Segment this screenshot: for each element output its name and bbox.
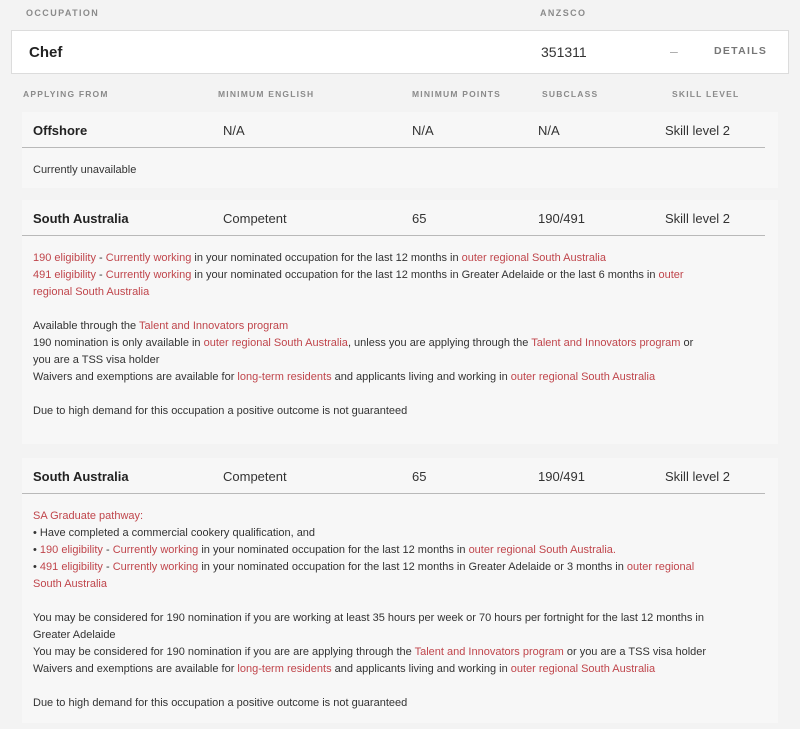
link-outer-regional[interactable]: outer regional xyxy=(626,561,695,573)
link-long-term-residents[interactable]: long-term residents xyxy=(237,663,332,675)
col-subclass: SUBCLASS xyxy=(542,89,599,99)
link-regional-sa[interactable]: regional South Australia xyxy=(33,286,150,298)
eligibility-text: 190 eligibility - Currently working in your nominated occupation for the last 12 months in outer regional South Australia 491 eligibility - Currently working in your nominated occupation for the last 12 months in Greater Adelaide or the last 6 months in outer regional South Australia xyxy=(33,252,684,298)
link-outer-regional-sa[interactable]: outer regional South Australia xyxy=(203,337,348,349)
col-minimum-points: MINIMUM POINTS xyxy=(412,89,502,99)
occupation-card[interactable] xyxy=(11,30,789,74)
link-talent-innovators[interactable]: Talent and Innovators program xyxy=(414,646,564,658)
applying-from: South Australia xyxy=(33,211,129,226)
minimum-points: N/A xyxy=(412,123,434,138)
graduate-pathway-text: SA Graduate pathway: • Have completed a commercial cookery qualification, and • 190 eligibility - Currently working in your nominated occupation for the last 12 months in outer regional South Australia. • 491 eligibility - Currently working in your nominated occupation for the last 12 months in Greater Adelaide or 3 months in outer regional South Australia xyxy=(33,510,695,590)
link-sa-graduate-pathway[interactable]: SA Graduate pathway: xyxy=(33,510,144,522)
applying-from: Offshore xyxy=(33,123,88,138)
demand-text: Due to high demand for this occupation a positive outcome is not guaranteed xyxy=(33,405,408,417)
col-skill-level: SKILL LEVEL xyxy=(672,89,740,99)
link-long-term-residents[interactable]: long-term residents xyxy=(237,371,332,383)
applying-from: South Australia xyxy=(33,469,129,484)
col-minimum-english: MINIMUM ENGLISH xyxy=(218,89,315,99)
consideration-text: You may be considered for 190 nomination if you are working at least 35 hours per week or 70 hours per fortnight for the last 12 months in Greater Adelaide You may be considered for 190 nomination if you are are applying through the Talent and Innovators program or you are a TSS visa holder Waivers and exemptions are available for long-term residents and applicants living and working in outer regional South Australia xyxy=(33,612,707,675)
link-190-eligibility[interactable]: 190 eligibility xyxy=(39,544,103,556)
link-talent-innovators[interactable]: Talent and Innovators program xyxy=(139,320,289,332)
link-outer-regional-sa[interactable]: outer regional South Australia xyxy=(461,252,606,264)
skill-level: Skill level 2 xyxy=(665,469,731,484)
status-text: Currently unavailable xyxy=(33,164,137,176)
subclass: N/A xyxy=(538,123,560,138)
table-row xyxy=(22,200,765,236)
anzsco-header: ANZSCO xyxy=(540,8,587,18)
minimum-points: 65 xyxy=(412,469,427,484)
minimum-english: Competent xyxy=(223,211,287,226)
subclass: 190/491 xyxy=(538,469,585,484)
anzsco-code: 351311 xyxy=(541,44,587,60)
minimum-english: N/A xyxy=(223,123,245,138)
link-outer-regional-sa[interactable]: outer regional South Australia xyxy=(468,544,613,556)
link-currently-working[interactable]: Currently working xyxy=(112,561,199,573)
sa-block-2 xyxy=(22,458,778,723)
link-south-australia[interactable]: South Australia xyxy=(33,578,107,590)
skill-level: Skill level 2 xyxy=(665,211,731,226)
link-currently-working[interactable]: Currently working xyxy=(105,252,192,264)
link-190-eligibility[interactable]: 190 eligibility xyxy=(33,252,96,264)
occupation-header: OCCUPATION xyxy=(26,8,100,18)
link-outer[interactable]: outer xyxy=(658,269,684,281)
demand-text: Due to high demand for this occupation a positive outcome is not guaranteed xyxy=(33,697,408,709)
table-row xyxy=(22,458,765,494)
link-491-eligibility[interactable]: 491 eligibility xyxy=(33,269,96,281)
link-talent-innovators[interactable]: Talent and Innovators program xyxy=(531,337,681,349)
sa-block-1 xyxy=(22,200,778,444)
link-currently-working[interactable]: Currently working xyxy=(105,269,192,281)
subclass: 190/491 xyxy=(538,211,585,226)
nomination-text: Available through the Talent and Innovators program 190 nomination is only available in outer regional South Australia, unless you are applying through the Talent and Innovators program or you are a TSS visa holder Waivers and exemptions are available for long-term residents and applicants living and working in outer regional South Australia xyxy=(33,320,694,383)
col-applying-from: APPLYING FROM xyxy=(23,89,109,99)
offshore-block xyxy=(22,112,778,188)
dash-divider: – xyxy=(670,43,678,59)
table-row xyxy=(22,112,765,148)
link-outer-regional-sa[interactable]: outer regional South Australia xyxy=(510,663,656,675)
link-outer-regional-sa[interactable]: outer regional South Australia xyxy=(510,371,656,383)
minimum-points: 65 xyxy=(412,211,427,226)
details-button[interactable]: DETAILS xyxy=(714,45,768,57)
link-currently-working[interactable]: Currently working xyxy=(112,544,199,556)
minimum-english: Competent xyxy=(223,469,287,484)
link-491-eligibility[interactable]: 491 eligibility xyxy=(39,561,103,573)
skill-level: Skill level 2 xyxy=(665,123,731,138)
occupation-name: Chef xyxy=(29,44,63,61)
